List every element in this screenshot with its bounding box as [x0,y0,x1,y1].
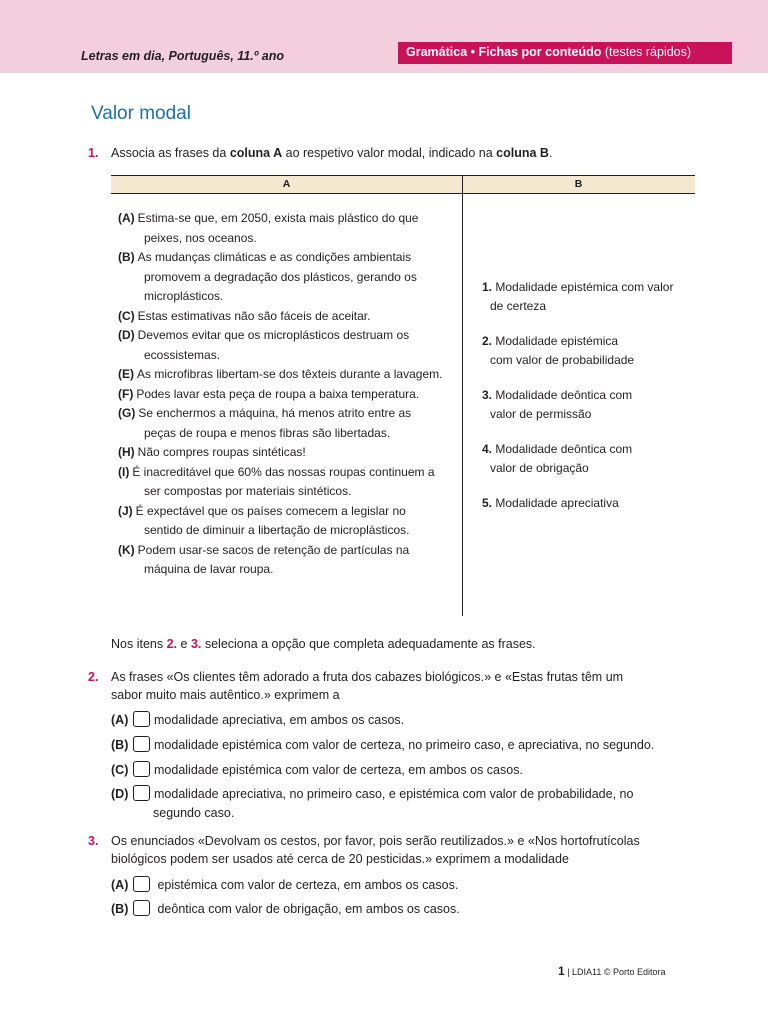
column-a-text: As mudanças climáticas e as condições ambientais [137,250,412,264]
column-b-item [482,440,692,478]
column-a-key: (K) [118,542,135,557]
book-title: Letras em dia, Português, 11.º ano [81,49,285,63]
option-text: modalidade epistémica com valor de certeza, em ambos os casos. [154,763,523,777]
q1-text-mid: ao respetivo valor modal, indicado na [282,146,497,160]
checkbox[interactable] [133,711,150,727]
column-b-text: valor de permissão [490,407,592,421]
question-3-line1: Os enunciados «Devolvam os cestos, por favor, pois serão reutilizados.» e «Nos hortofrutícolas [111,834,640,848]
option-text: modalidade apreciativa, em ambos os casos. [154,713,405,727]
column-a-text: Podem usar-se sacos de retenção de partículas na [137,542,410,557]
column-a-text: microplásticos. [144,289,224,303]
column-a-key: (D) [118,328,135,342]
question-3-number: 3. [88,834,99,848]
q1-col-b-word: coluna B [496,146,549,160]
question-3-line2: biológicos podem ser usados até cerca de 20 pesticidas.» exprimem a modalidade [111,852,569,866]
q1-text-pre: Associa as frases da [111,146,230,160]
column-a-text: sentido de diminuir a libertação de microplásticos. [144,523,410,537]
column-a-item [118,385,458,405]
column-a-text: ser compostas por materiais sintéticos. [144,484,352,498]
checkbox[interactable] [133,900,150,916]
section-tag-bold: Gramática • Fichas por conteúdo [406,45,602,59]
column-a-text: É inacreditável que 60% das nossas roupas continuem a [132,464,435,479]
option-key: (A) [111,713,129,727]
intro-pre: Nos itens [111,637,167,651]
column-a-text: Devemos evitar que os microplásticos destruam os [137,328,410,342]
option-text: modalidade epistémica com valor de certeza, no primeiro caso, e apreciativa, no segundo. [154,738,655,752]
column-a-text: Estas estimativas não são fáceis de aceitar. [137,308,371,323]
footer-code: | LDIA11 © Porto Editora [567,967,666,977]
page-title: Valor modal [91,103,191,124]
column-a-text: Estima-se que, em 2050, exista mais plástico do que [137,211,419,225]
column-b-text: Modalidade epistémica [495,334,619,348]
column-a-key: (B) [118,250,135,264]
q1-text-end: . [548,146,553,160]
column-a-text: As microfibras libertam-se dos têxteis durante a lavagem. [137,367,443,381]
column-a-item [118,307,458,327]
table-header-a: A [282,178,291,190]
column-a-key: (E) [118,367,134,381]
q2-option-d[interactable] [111,785,633,804]
q2-option-a[interactable] [111,711,404,730]
column-b-key: 4. [482,442,493,456]
option-key: (D) [111,787,129,801]
question-2-line1: As frases «Os clientes têm adorado a fruta dos cabazes biológicos.» e «Estas frutas têm um [111,670,624,684]
column-a-item [118,443,458,463]
table-header-b: B [574,178,583,190]
question-1 [88,144,688,162]
column-a-text: promovem a degradação dos plásticos, gerando os [144,269,417,284]
column-a-item [118,326,458,365]
column-a-item [118,404,458,443]
column-a [118,209,458,580]
column-a-text: ecossistemas. [144,347,221,362]
q3-option-b[interactable] [111,900,460,919]
column-b-text: de certeza [490,299,547,313]
column-a-key: (G) [118,406,136,420]
section-tag-light: (testes rápidos) [604,45,692,59]
column-a-item [118,209,458,248]
q1-col-a-word: coluna A [229,146,283,160]
option-text: modalidade apreciativa, no primeiro caso, e epistémica com valor de probabilidade, no [154,787,634,801]
question-2-line2: sabor muito mais autêntico.» exprimem a [111,688,340,702]
intro-n3: 3. [190,637,202,651]
option-key: (A) [111,878,129,892]
column-a-key: (A) [118,211,135,225]
column-b-text: com valor de probabilidade [490,353,635,367]
question-3 [88,832,688,872]
q2-option-d-cont: segundo caso. [153,806,235,820]
intro-post: seleciona a opção que completa adequadamente as frases. [201,637,536,651]
column-a-item [118,541,458,580]
page-number: 1 [558,964,565,978]
column-a-key: (C) [118,308,135,323]
option-key: (B) [111,738,129,752]
intro-mid: e [177,637,191,651]
column-b-text: Modalidade deôntica com [495,442,633,456]
option-key: (C) [111,763,129,777]
column-a-item [118,463,458,502]
items-intro [111,637,536,651]
column-b-item [482,332,692,370]
column-a-item [118,502,458,541]
q2-option-c[interactable] [111,761,523,780]
checkbox[interactable] [133,761,150,777]
column-b-text: valor de obrigação [490,461,589,475]
section-tag [398,42,732,64]
question-2 [88,668,688,708]
column-b-text: Modalidade apreciativa [495,496,619,510]
q2-option-b[interactable] [111,736,654,755]
column-b [482,278,692,529]
question-1-text [111,144,552,162]
column-b-item [482,386,692,424]
column-b-key: 1. [482,280,493,294]
column-a-text: Se enchermos a máquina, há menos atrito entre as [138,406,412,420]
question-2-number: 2. [88,670,99,684]
column-a-text: peixes, nos oceanos. [144,230,257,245]
option-text: deôntica com valor de obrigação, em ambos os casos. [157,902,460,916]
column-a-text: É expectável que os países comecem a legislar no [135,503,406,518]
question-1-number: 1. [88,146,99,160]
option-key: (B) [111,902,129,916]
table-divider [462,175,463,616]
checkbox[interactable] [133,785,150,801]
column-a-key: (J) [118,503,133,518]
column-b-item [482,278,692,316]
checkbox[interactable] [133,876,150,892]
checkbox[interactable] [133,736,150,752]
column-a-text: peças de roupa e menos fibras são libertadas. [144,425,391,440]
page-footer [558,964,666,978]
intro-n2: 2. [166,637,178,651]
column-a-key: (I) [118,464,130,479]
q3-option-a[interactable] [111,876,458,895]
column-a-key: (F) [118,386,134,401]
column-a-item [118,248,458,307]
column-a-text: Não compres roupas sintéticas! [137,445,306,459]
column-b-text: Modalidade deôntica com [495,388,633,402]
column-b-item [482,494,692,513]
column-a-key: (H) [118,445,135,459]
column-b-text: Modalidade epistémica com valor [495,280,674,294]
table-header [111,175,695,194]
option-text: epistémica com valor de certeza, em ambos os casos. [157,878,459,892]
column-b-key: 5. [482,496,493,510]
column-b-key: 2. [482,334,493,348]
column-a-text: máquina de lavar roupa. [144,562,274,576]
column-b-key: 3. [482,388,493,402]
column-a-text: Podes lavar esta peça de roupa a baixa temperatura. [136,386,420,401]
column-a-item [118,365,458,385]
